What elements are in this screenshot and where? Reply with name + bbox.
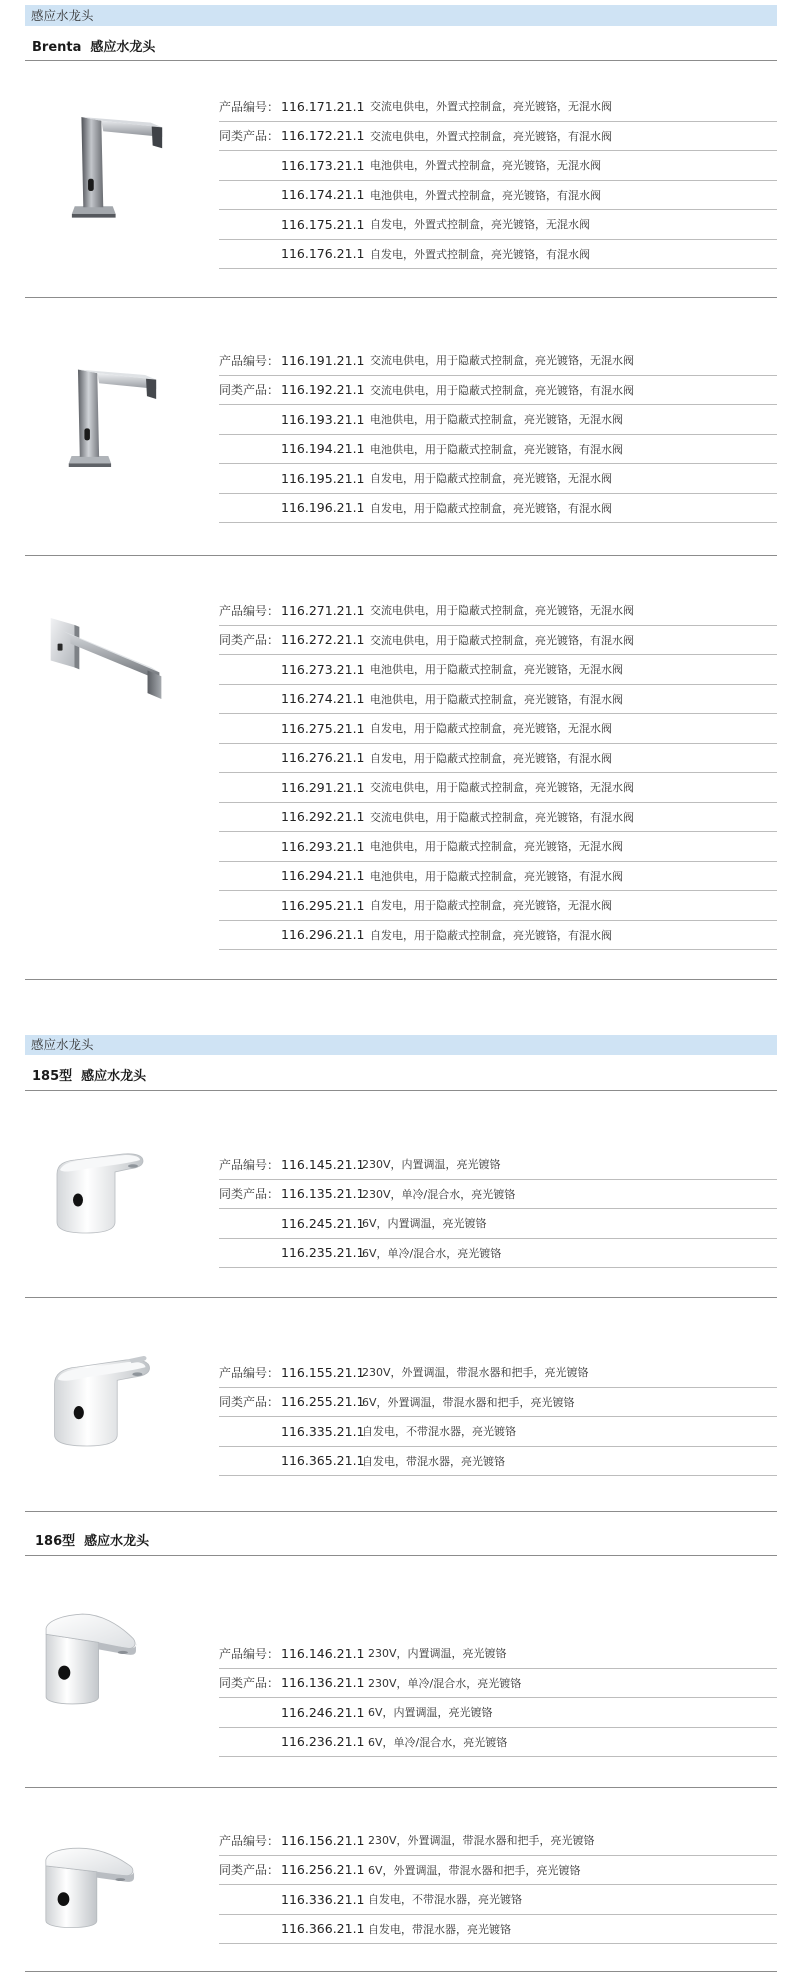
product-row	[219, 1447, 777, 1477]
product-group	[0, 1556, 800, 1788]
product-description: 6V，外置调温，带混水器和把手，亮光镀铬	[368, 1863, 581, 1877]
product-table	[219, 1358, 777, 1476]
group-divider	[25, 1971, 777, 1972]
row-label: 同类产品：	[219, 633, 280, 648]
sensor-faucet-image	[38, 1836, 136, 1929]
product-row	[219, 1417, 777, 1447]
product-code: 116.136.21.1	[281, 1675, 365, 1691]
product-row	[219, 151, 777, 181]
series-name: 感应水龙头	[84, 1534, 150, 1549]
sensor-window	[58, 644, 63, 651]
product-description: 交流电供电，用于隐蔽式控制盒，亮光镀铬，无混水阀	[370, 354, 634, 368]
series-name: 感应水龙头	[90, 40, 156, 55]
product-row	[219, 122, 777, 152]
product-description: 自发电，不带混水器，亮光镀铬	[362, 1425, 516, 1439]
product-row	[219, 714, 777, 744]
product-code: 116.255.21.1	[281, 1394, 365, 1410]
product-code: 116.145.21.1	[281, 1156, 365, 1172]
row-label: 产品编号：	[219, 1646, 280, 1661]
product-description: 电池供电，外置式控制盒，亮光镀铬，无混水阀	[370, 159, 601, 173]
product-description: 电池供电，用于隐蔽式控制盒，亮光镀铬，有混水阀	[370, 692, 623, 706]
series-name: 感应水龙头	[81, 1069, 147, 1084]
product-row	[219, 181, 777, 211]
product-code: 116.235.21.1	[281, 1245, 365, 1261]
product-description: 6V，内置调温，亮光镀铬	[362, 1217, 487, 1231]
series-model: 185型	[32, 1069, 73, 1084]
product-row	[219, 346, 777, 376]
section-header-bar: 感应水龙头	[25, 5, 777, 26]
product-code: 116.296.21.1	[281, 927, 365, 943]
series-title	[25, 35, 777, 61]
product-code: 116.194.21.1	[281, 441, 365, 457]
row-label: 产品编号：	[219, 353, 280, 368]
product-code: 116.193.21.1	[281, 411, 365, 427]
product-description: 交流电供电，外置式控制盒，亮光镀铬，有混水阀	[370, 129, 612, 143]
row-label: 同类产品：	[219, 1863, 280, 1878]
product-code: 116.271.21.1	[281, 602, 365, 618]
product-code: 116.192.21.1	[281, 382, 365, 398]
product-row	[219, 1239, 777, 1269]
product-row	[219, 405, 777, 435]
product-description: 230V，内置调温，亮光镀铬	[362, 1158, 501, 1172]
product-code: 116.366.21.1	[281, 1921, 365, 1937]
product-description: 电池供电，外置式控制盒，亮光镀铬，有混水阀	[370, 188, 601, 202]
section-header-bar: 感应水龙头	[25, 1035, 777, 1055]
sensor-window	[58, 1666, 70, 1680]
product-code: 116.274.21.1	[281, 691, 365, 707]
product-code: 116.171.21.1	[281, 98, 365, 114]
product-description: 交流电供电，外置式控制盒，亮光镀铬，无混水阀	[370, 100, 612, 114]
product-description: 电池供电，用于隐蔽式控制盒，亮光镀铬，无混水阀	[370, 663, 623, 677]
product-code: 116.295.21.1	[281, 897, 365, 913]
product-code: 116.256.21.1	[281, 1862, 365, 1878]
product-row	[219, 744, 777, 774]
product-code: 116.291.21.1	[281, 779, 365, 795]
product-group	[0, 556, 800, 980]
product-code: 116.155.21.1	[281, 1364, 365, 1380]
product-code: 116.245.21.1	[281, 1215, 365, 1231]
product-code: 116.336.21.1	[281, 1891, 365, 1907]
product-description: 自发电，外置式控制盒，亮光镀铬，无混水阀	[370, 218, 590, 232]
sensor-window	[88, 179, 94, 191]
sensor-window	[73, 1194, 83, 1207]
series-title	[25, 1528, 777, 1556]
product-description: 自发电，用于隐蔽式控制盒，亮光镀铬，无混水阀	[370, 472, 612, 486]
product-description: 6V，单冷/混合水，亮光镀铬	[362, 1246, 502, 1260]
product-code: 116.335.21.1	[281, 1423, 365, 1439]
product-code: 116.273.21.1	[281, 661, 365, 677]
product-description: 交流电供电，用于隐蔽式控制盒，亮光镀铬，有混水阀	[370, 810, 634, 824]
product-code: 116.272.21.1	[281, 632, 365, 648]
product-row	[219, 494, 777, 524]
product-code: 116.175.21.1	[281, 216, 365, 232]
product-row	[219, 1209, 777, 1239]
group-divider	[25, 979, 777, 980]
product-row	[219, 92, 777, 122]
sensor-faucet-image	[44, 1148, 146, 1234]
product-description: 自发电，外置式控制盒，亮光镀铬，有混水阀	[370, 247, 590, 261]
product-code: 116.275.21.1	[281, 720, 365, 736]
row-label: 产品编号：	[219, 1157, 280, 1172]
product-code: 116.236.21.1	[281, 1734, 365, 1750]
product-description: 电池供电，用于隐蔽式控制盒，亮光镀铬，无混水阀	[370, 413, 623, 427]
sensor-faucet-image	[38, 1610, 139, 1705]
product-group	[0, 1091, 800, 1298]
product-table	[219, 1150, 777, 1268]
row-label: 产品编号：	[219, 1365, 280, 1380]
product-code: 116.135.21.1	[281, 1186, 365, 1202]
product-code: 116.196.21.1	[281, 500, 365, 516]
product-code: 116.195.21.1	[281, 470, 365, 486]
row-label: 同类产品：	[219, 1676, 280, 1691]
row-label: 同类产品：	[219, 1395, 280, 1410]
sensor-window	[58, 1892, 70, 1906]
product-row	[219, 1856, 777, 1886]
product-description: 6V，外置调温，带混水器和把手，亮光镀铬	[362, 1395, 575, 1409]
product-description: 自发电，用于隐蔽式控制盒，亮光镀铬，有混水阀	[370, 501, 612, 515]
product-code: 116.365.21.1	[281, 1453, 365, 1469]
group-divider	[25, 1511, 777, 1512]
product-row	[219, 1698, 777, 1728]
product-description: 交流电供电，用于隐蔽式控制盒，亮光镀铬，无混水阀	[370, 781, 634, 795]
product-row	[219, 685, 777, 715]
series-model: Brenta	[32, 40, 82, 55]
product-description: 230V，外置调温，带混水器和把手，亮光镀铬	[368, 1834, 595, 1848]
product-row	[219, 596, 777, 626]
product-description: 230V，内置调温，亮光镀铬	[368, 1647, 507, 1661]
product-code: 116.173.21.1	[281, 157, 365, 173]
row-label: 产品编号：	[219, 99, 280, 114]
product-row	[219, 1150, 777, 1180]
product-code: 116.191.21.1	[281, 352, 365, 368]
product-table	[219, 1826, 777, 1944]
product-row	[219, 1358, 777, 1388]
row-label: 产品编号：	[219, 603, 280, 618]
product-row	[219, 1915, 777, 1945]
deck-faucet-image	[70, 108, 165, 219]
product-row	[219, 1639, 777, 1669]
product-row	[219, 1826, 777, 1856]
product-description: 6V，单冷/混合水，亮光镀铬	[368, 1735, 508, 1749]
product-row	[219, 240, 777, 270]
product-description: 230V，单冷/混合水，亮光镀铬	[362, 1187, 516, 1201]
product-description: 电池供电，用于隐蔽式控制盒，亮光镀铬，无混水阀	[370, 840, 623, 854]
product-row	[219, 1669, 777, 1699]
series-title	[25, 1063, 777, 1091]
product-row	[219, 862, 777, 892]
product-description: 交流电供电，用于隐蔽式控制盒，亮光镀铬，有混水阀	[370, 633, 634, 647]
product-description: 自发电，用于隐蔽式控制盒，亮光镀铬，有混水阀	[370, 928, 612, 942]
product-code: 116.172.21.1	[281, 128, 365, 144]
product-code: 116.156.21.1	[281, 1832, 365, 1848]
product-row	[219, 1885, 777, 1915]
product-group	[0, 298, 800, 556]
sensor-faucet-image	[44, 1354, 152, 1447]
product-description: 6V，内置调温，亮光镀铬	[368, 1706, 493, 1720]
row-label: 产品编号：	[219, 1833, 280, 1848]
wall-faucet-image	[48, 616, 168, 701]
series-model: 186型	[35, 1534, 76, 1549]
product-row	[219, 464, 777, 494]
product-description: 230V，外置调温，带混水器和把手，亮光镀铬	[362, 1366, 589, 1380]
product-description: 自发电，带混水器，亮光镀铬	[362, 1454, 505, 1468]
product-description: 电池供电，用于隐蔽式控制盒，亮光镀铬，有混水阀	[370, 442, 623, 456]
product-row	[219, 891, 777, 921]
product-description: 交流电供电，用于隐蔽式控制盒，亮光镀铬，有混水阀	[370, 383, 634, 397]
product-table	[219, 346, 777, 523]
product-row	[219, 376, 777, 406]
product-row	[219, 803, 777, 833]
product-description: 自发电，用于隐蔽式控制盒，亮光镀铬，无混水阀	[370, 899, 612, 913]
row-label: 同类产品：	[219, 1187, 280, 1202]
product-row	[219, 773, 777, 803]
product-description: 自发电，用于隐蔽式控制盒，亮光镀铬，有混水阀	[370, 751, 612, 765]
product-row	[219, 921, 777, 951]
product-code: 116.292.21.1	[281, 809, 365, 825]
product-row	[219, 655, 777, 685]
product-group	[0, 1298, 800, 1512]
product-code: 116.174.21.1	[281, 187, 365, 203]
product-description: 230V，单冷/混合水，亮光镀铬	[368, 1676, 522, 1690]
product-description: 交流电供电，用于隐蔽式控制盒，亮光镀铬，无混水阀	[370, 604, 634, 618]
product-row	[219, 1728, 777, 1758]
product-code: 116.176.21.1	[281, 246, 365, 262]
product-code: 116.246.21.1	[281, 1704, 365, 1720]
product-code: 116.293.21.1	[281, 838, 365, 854]
product-table	[219, 1639, 777, 1757]
deck-faucet-image	[66, 361, 158, 470]
product-group	[0, 61, 800, 298]
product-row	[219, 1388, 777, 1418]
product-description: 电池供电，用于隐蔽式控制盒，亮光镀铬，有混水阀	[370, 869, 623, 883]
product-description: 自发电，用于隐蔽式控制盒，亮光镀铬，无混水阀	[370, 722, 612, 736]
sensor-window	[74, 1406, 84, 1419]
product-row	[219, 1180, 777, 1210]
product-description: 自发电，带混水器，亮光镀铬	[368, 1922, 511, 1936]
product-row	[219, 210, 777, 240]
product-table	[219, 596, 777, 950]
product-group	[0, 1788, 800, 1972]
product-row	[219, 832, 777, 862]
product-row	[219, 626, 777, 656]
row-label: 同类产品：	[219, 129, 280, 144]
product-description: 自发电，不带混水器，亮光镀铬	[368, 1893, 522, 1907]
product-code: 116.294.21.1	[281, 868, 365, 884]
row-label: 同类产品：	[219, 383, 280, 398]
product-row	[219, 435, 777, 465]
sensor-window	[84, 428, 90, 440]
product-code: 116.146.21.1	[281, 1645, 365, 1661]
product-code: 116.276.21.1	[281, 750, 365, 766]
product-table	[219, 92, 777, 269]
